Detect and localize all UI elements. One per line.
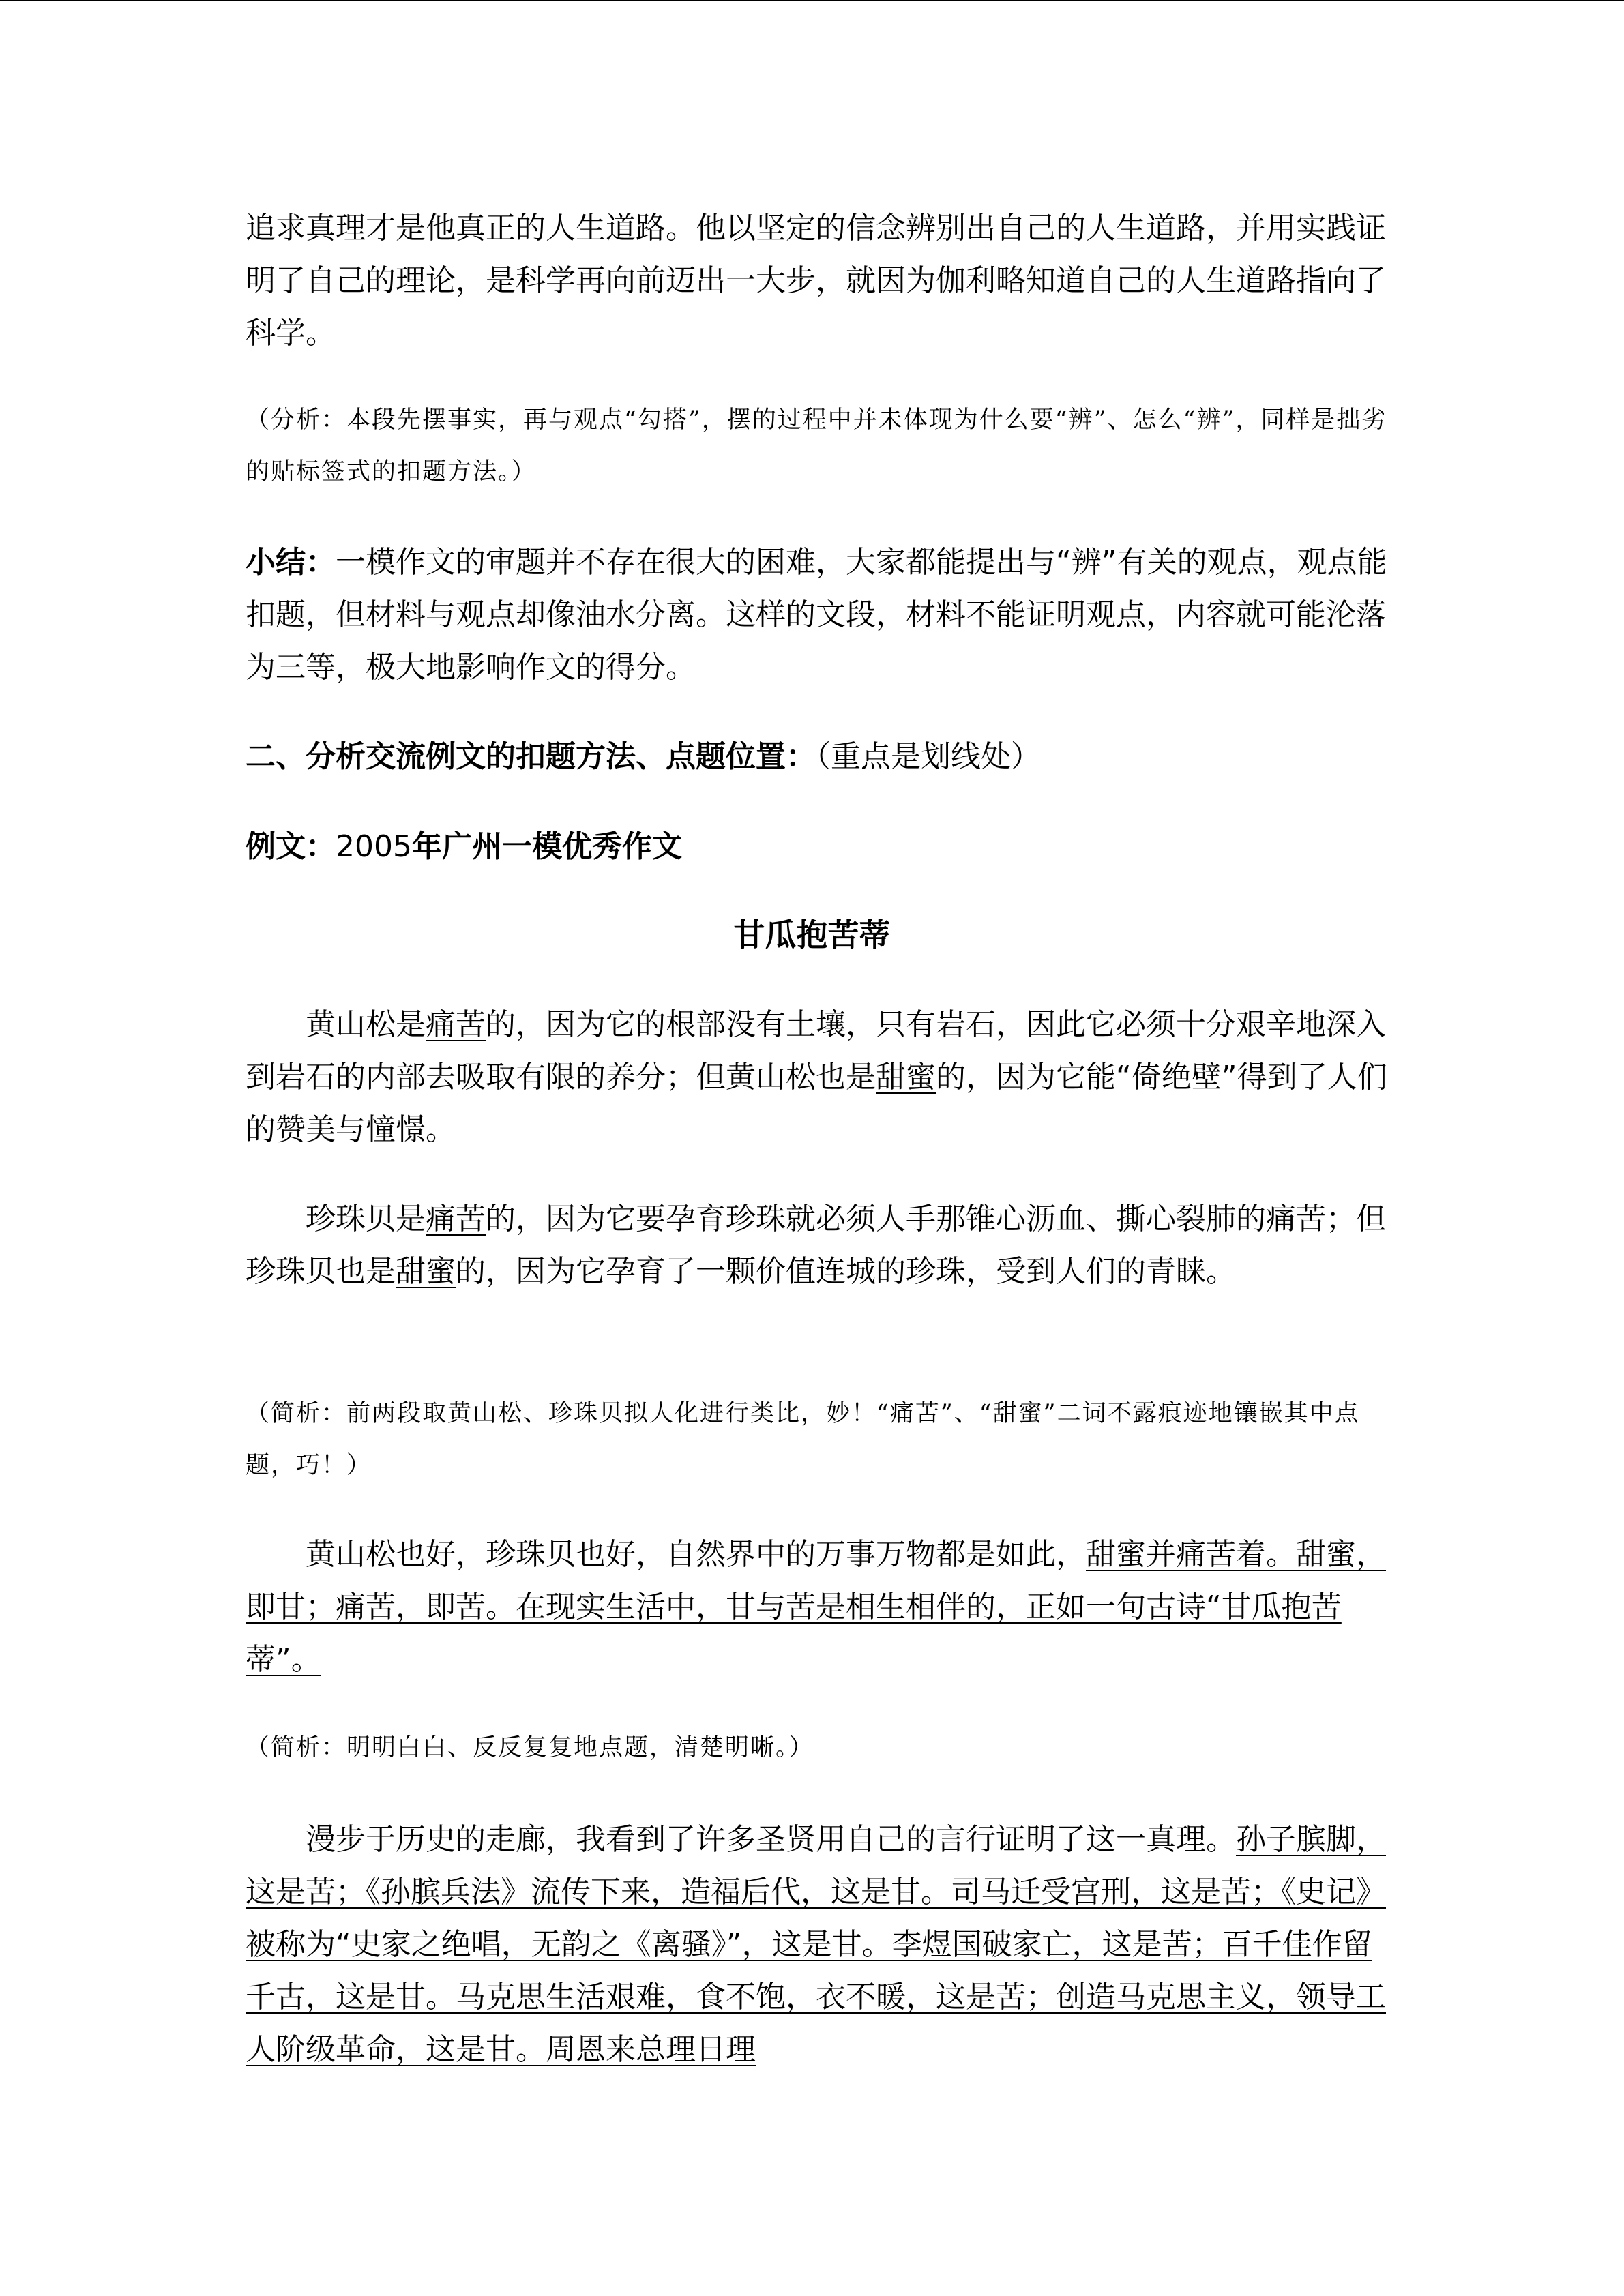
example-desc: 年广州一模优秀作文 — [411, 829, 682, 864]
paragraph-galileo: 追求真理才是他真正的人生道路。他以坚定的信念辨别出自己的人生道路，并用实践证明了自己的理论，是科学再向前迈出一大步，就因为伽利略知道自己的人生道路指向了科学。 — [246, 211, 1386, 351]
section-heading-text: 二、分析交流例文的扣题方法、点题位置： — [246, 739, 816, 774]
text: 的，因为它要孕育珍珠就必须人手那锥心沥血、撕心裂肺的痛苦；但珍珠贝也是 — [246, 1202, 1386, 1289]
underlined-passage: 孙子膑脚，这是苦；《孙膑兵法》流传下来，造福后代，这是甘。司马迁受宫刑，这是苦；《史记》被称为“史家之绝唱，无韵之《离骚》”，这是甘。李煜国破家亡，这是苦；百千佳作留千古，这是甘。马克思生活艰难，食不饱，衣不暖，这是苦；创造马克思主义，领导工人阶级革命，这是甘。周恩来总理日理 — [246, 1822, 1386, 2067]
underlined-keyword: 甜蜜 — [396, 1254, 456, 1289]
example-label-line — [246, 820, 1391, 873]
text: 的，因为它能“倚绝壁”得到了人们的赞美与憧憬。 — [246, 1060, 1387, 1147]
analysis-note-1: （分析：本段先摆事实，再与观点“勾搭”，摆的过程中并未体现为什么要“辨”、怎么“辨”，同样是拙劣的贴标签式的扣题方法。） — [246, 406, 1387, 486]
text: 的，因为它的根部没有土壤，只有岩石，因此它必须十分艰辛地深入到岩石的内部去吸取有限的养分；但黄山松也是 — [246, 1007, 1386, 1094]
example-year: 2005 — [336, 829, 412, 864]
text: 黄山松也好，珍珠贝也好，自然界中的万事万物都是如此， — [306, 1537, 1086, 1572]
essay-paragraph-pearl — [246, 1193, 1391, 1298]
underlined-passage: 甜蜜并痛苦着。甜蜜，即甘；痛苦，即苦。在现实生活中，甘与苦是相生相伴的，正如一句古诗“甘瓜抱苦蒂”。 — [246, 1537, 1386, 1677]
text: 漫步于历史的走廊，我看到了许多圣贤用自己的言行证明了这一真理。 — [306, 1822, 1236, 1857]
summary-label: 小结： — [246, 545, 336, 580]
section-heading-note: （重点是划线处） — [816, 739, 1041, 774]
text: 黄山松是 — [306, 1007, 426, 1042]
page-top-border — [0, 0, 1624, 1]
summary-paragraph — [246, 536, 1391, 694]
essay-paragraph-pine — [246, 998, 1391, 1156]
underlined-keyword: 痛苦 — [426, 1202, 486, 1236]
example-label: 例文： — [246, 829, 336, 864]
essay-paragraph-nature — [246, 1528, 1391, 1686]
essay-paragraph-history — [246, 1813, 1391, 2076]
text: 珍珠贝是 — [306, 1202, 426, 1236]
analysis-note-3: （简析：明明白白、反反复复地点题，清楚明晰。） — [246, 1734, 814, 1761]
text: 的，因为它孕育了一颗价值连城的珍珠，受到人们的青睐。 — [456, 1254, 1236, 1289]
underlined-keyword: 甜蜜 — [876, 1060, 936, 1094]
summary-text: 一模作文的审题并不存在很大的困难，大家都能提出与“辨”有关的观点，观点能扣题，但材料与观点却像油水分离。这样的文段，材料不能证明观点，内容就可能沦落为三等，极大地影响作文的得分。 — [246, 545, 1387, 685]
section-heading — [246, 730, 1391, 783]
analysis-note-2: （简析：前两段取黄山松、珍珠贝拟人化进行类比，妙！“痛苦”、“甜蜜”二词不露痕迹地镶嵌其中点题，巧！） — [246, 1400, 1360, 1479]
underlined-keyword: 痛苦 — [426, 1007, 486, 1042]
essay-title: 甘瓜抱苦蒂 — [733, 916, 891, 953]
